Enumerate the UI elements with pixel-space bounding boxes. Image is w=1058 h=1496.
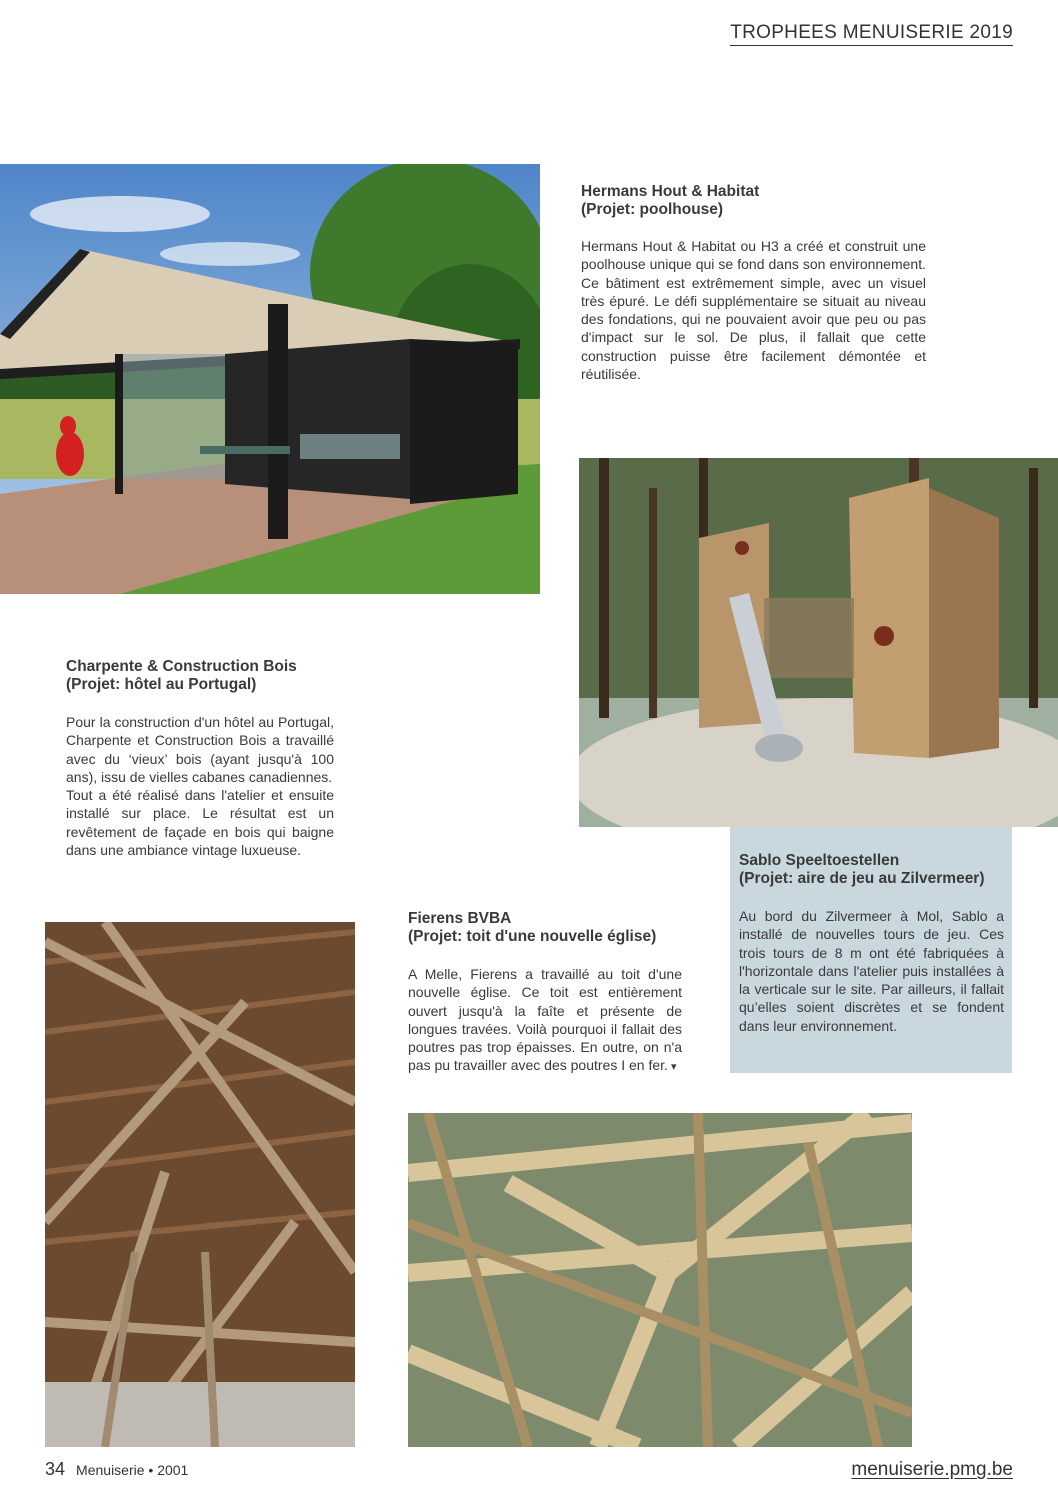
sablo-company-name: Sablo Speeltoestellen	[739, 852, 900, 869]
fierens-heading	[408, 910, 708, 946]
charpente-paragraph-1: Pour la construction d'un hôtel au Portugal, Charpente et Construction Bois a travaillé avec du ‘vieux’ bois (ayant jusqu'à 100 ans), issu de vielles cabanes canadiennes.	[66, 714, 334, 785]
magazine-issue: Menuiserie • 2001	[76, 1462, 189, 1478]
charpente-heading	[66, 658, 366, 694]
hermans-paragraph: Hermans Hout & Habitat ou H3 a créé et construit une poolhouse unique qui se fond dans son environnement. Ce bâtiment est extrêmement simple, avec un visuel très épuré. Le défi supplémentaire se situait au niveau des fondations, qui ne pouvaient avoir que peu ou pas d'impact sur le sol. De plus, il fallait que cette construction puisse être facilement démontée et réutilisée.	[581, 238, 926, 383]
footer-left	[45, 1459, 188, 1480]
hermans-company-name: Hermans Hout & Habitat	[581, 183, 760, 200]
fierens-project-label: (Projet: toit d'une nouvelle église)	[408, 928, 657, 945]
fierens-paragraph-text: A Melle, Fierens a travaillé au toit d'une nouvelle église. Ce toit est entièrement ouvert jusqu'à la faîte et présente de longues travées. Voilà pourquoi il fallait des poutres pas trop épaisses. En outre, on n'a pas pu travailler avec des poutres I en fer.	[408, 966, 682, 1074]
church-roof-framework-photo	[408, 1113, 912, 1447]
running-header: TROPHEES MENUISERIE 2019	[730, 22, 1013, 46]
sablo-paragraph: Au bord du Zilvermeer à Mol, Sablo a installé de nouvelles tours de jeu. Ces trois tours de 8 m ont été fabriquées à l'horizontale dans l'atelier puis installées à la verticale sur le site. Par ailleurs, il fallait qu’elles soient discrètes et se fondent dans leur environnement.	[739, 908, 1004, 1034]
charpente-paragraph-2: Tout a été réalisé dans l'atelier et ensuite installé sur place. Le résultat est un revêtement de façade en bois qui baigne dans une ambiance vintage luxueuse.	[66, 787, 334, 859]
hermans-body	[581, 237, 926, 383]
sablo-body	[739, 907, 1004, 1035]
fierens-body	[408, 965, 682, 1077]
end-of-article-marker: ▾	[670, 1061, 677, 1074]
sablo-heading	[739, 852, 1009, 888]
charpente-project-label: (Projet: hôtel au Portugal)	[66, 676, 257, 693]
poolhouse-photo	[0, 164, 540, 594]
charpente-company-name: Charpente & Construction Bois	[66, 658, 297, 675]
playground-photo	[579, 458, 1058, 827]
hermans-project-label: (Projet: poolhouse)	[581, 201, 724, 218]
sablo-project-label: (Projet: aire de jeu au Zilvermeer)	[739, 870, 985, 887]
page-number: 34	[45, 1459, 66, 1479]
fierens-company-name: Fierens BVBA	[408, 910, 512, 927]
charpente-body	[66, 713, 334, 859]
hermans-heading	[581, 183, 931, 219]
fierens-paragraph	[408, 965, 682, 1077]
hotel-timber-roof-photo	[45, 922, 355, 1447]
website-link[interactable]: menuiserie.pmg.be	[851, 1459, 1013, 1480]
